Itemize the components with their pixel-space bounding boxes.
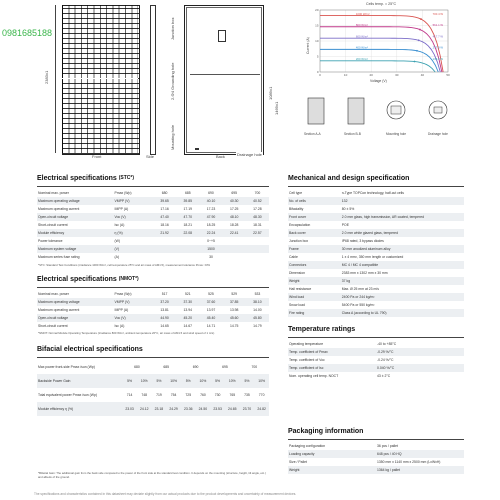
- chart-xlabel: Voltage (V): [370, 79, 387, 83]
- table-cell: 132: [341, 197, 464, 205]
- table-cell: 24.29: [166, 402, 181, 416]
- table-cell: 24.65: [225, 402, 240, 416]
- table-cell: 18.21: [183, 223, 193, 227]
- table-cell: 685: [184, 191, 191, 195]
- table-cell: (V): [114, 245, 153, 253]
- table-cell: 37.85: [223, 298, 246, 306]
- table-cell: Cell type: [289, 191, 303, 195]
- pack-table: [288, 442, 464, 474]
- table-row: [288, 466, 464, 474]
- table-cell: Voc (V): [114, 314, 153, 322]
- table-cell: [153, 253, 176, 261]
- side-label: Side: [146, 154, 155, 159]
- stc-title: Electrical specifications $^{(STC*)}$: [37, 175, 134, 182]
- table-cell: Maximum operating current: [38, 308, 80, 312]
- table-cell: Bifaciality: [289, 207, 304, 211]
- table-row: [288, 205, 464, 213]
- table-row: [288, 293, 464, 301]
- table-cell: Max power front-side Pmax /sun (Wp): [38, 365, 95, 369]
- table-cell: Power tolerance: [38, 239, 63, 243]
- table-cell: [176, 245, 199, 253]
- table-cell: 1 x 4 mm², 350 mm length or customized: [341, 255, 404, 259]
- table-cell: 17.19: [183, 207, 193, 211]
- mpp-point: [419, 29, 421, 31]
- table-cell: 735: [244, 393, 250, 397]
- table-cell: 39.85: [176, 197, 199, 205]
- watermark-phone: 0981685188: [2, 28, 53, 38]
- table-cell: 22.57: [246, 229, 269, 237]
- table-cell: 23.70: [240, 402, 255, 416]
- series-name-label: 200 W/m²: [355, 57, 368, 62]
- table-cell: 37.30: [176, 298, 199, 306]
- table-cell: No. of cells: [288, 197, 341, 205]
- iv-chart-plot: [312, 8, 452, 80]
- table-cell: [176, 253, 199, 261]
- table-cell: Nominal max. power: [38, 292, 69, 296]
- table-row: [288, 197, 464, 205]
- table-cell: 725: [185, 393, 192, 397]
- side-view: [150, 5, 156, 155]
- table-row: [37, 290, 269, 298]
- table-cell: 525: [208, 292, 214, 296]
- table-cell: 24.12: [137, 402, 152, 416]
- table-cell: IMPP (A): [114, 207, 129, 211]
- table-cell: 680: [134, 365, 140, 369]
- table-cell: 765: [229, 393, 236, 397]
- table-cell: 24.50: [196, 402, 211, 416]
- table-cell: 1500: [199, 245, 222, 253]
- table-cell: -0.29 %/°C: [376, 348, 464, 356]
- table-cell: Weight: [288, 466, 376, 474]
- table-cell: 2383 mm x 1302 mm x 30 mm: [341, 271, 388, 275]
- table-cell: Module efficiency: [37, 229, 114, 237]
- back-label: Back: [216, 154, 225, 159]
- table-cell: 30: [209, 255, 213, 259]
- table-cell: Connectors: [288, 261, 341, 269]
- table-cell: IMPP (A): [114, 308, 129, 312]
- series-power-label: 700.4 W: [432, 11, 444, 16]
- table-cell: 730: [214, 393, 221, 397]
- x-tick-label: 0: [319, 73, 321, 77]
- series-name-label: 800 W/m²: [355, 22, 368, 27]
- table-cell: 17.16: [160, 207, 169, 211]
- table-cell: 43 ± 2°C: [377, 374, 391, 378]
- table-cell: 23.36: [181, 402, 196, 416]
- table-cell: Encapsulation: [289, 223, 311, 227]
- table-cell: (A): [114, 255, 120, 259]
- table-cell: Operating temperature: [289, 342, 324, 346]
- table-cell: [153, 245, 176, 253]
- nmot-note: *NMOT: Normal Module Operating Temperature (irradiance 800 W/m², ambient temperature 20°C, air mass of AM1.5 and wind speed of 1 m/s): [38, 331, 215, 335]
- table-cell: Max. Ø 25 mm at 23 m/s: [341, 287, 379, 291]
- table-cell: 45.40: [199, 314, 222, 322]
- x-tick-label: 50: [446, 73, 450, 77]
- series-name-label: 600 W/m²: [355, 34, 368, 39]
- y-tick-label: 20: [315, 8, 319, 12]
- table-cell: -0.24 %/°C: [377, 358, 394, 362]
- table-cell: 37 kg: [341, 277, 464, 285]
- table-cell: 47.70: [176, 213, 199, 221]
- table-row: [288, 229, 464, 237]
- drainage-hole-caption: Drainage hole: [428, 132, 448, 136]
- table-cell: Isc (A): [114, 324, 125, 328]
- table-cell: 10%: [254, 374, 269, 388]
- table-cell: 80 ± 5%: [341, 207, 355, 211]
- table-cell: Front cover: [288, 213, 341, 221]
- table-cell: 5400 Pa or 550 kg/m²: [341, 303, 375, 307]
- table-cell: 0.040 %/°C: [376, 364, 464, 372]
- table-cell: Nominal max. power: [38, 191, 69, 195]
- table-row: [37, 306, 269, 314]
- table-row: [37, 205, 269, 213]
- table-row: [288, 442, 464, 450]
- table-cell: Cable: [289, 255, 298, 259]
- table-cell: 36 pcs / pallet: [377, 444, 398, 448]
- table-cell: Dimension: [289, 271, 306, 275]
- table-cell: [246, 237, 269, 245]
- table-cell: 700: [251, 365, 258, 369]
- mech-title: Mechanical and design specification: [288, 175, 410, 182]
- table-row: [37, 213, 269, 221]
- table-row: [288, 364, 464, 372]
- height-dimension: 2383±1: [44, 70, 49, 84]
- table-row: [288, 213, 464, 221]
- table-cell: Pmax (Wp): [114, 292, 132, 296]
- stc-note: *STC: Standard Test Conditions (irradiance 1000 W/m², cell temperature 25°C and air mass of AM1.5), measurement tolerance Pmax: ±3%: [38, 263, 211, 267]
- table-cell: Class A (according to UL 790): [341, 309, 464, 317]
- table-cell: 5%: [240, 374, 255, 388]
- pack-title: Packaging information: [288, 428, 364, 435]
- table-cell: Open-circuit voltage: [37, 314, 114, 322]
- table-cell: Junction box: [289, 239, 309, 243]
- table-cell: 39.65: [153, 197, 176, 205]
- table-row: [37, 298, 269, 306]
- table-cell: Packaging configuration: [289, 444, 326, 448]
- table-row: [288, 285, 464, 293]
- table-row: [37, 388, 269, 402]
- table-cell: 37.60: [199, 298, 222, 306]
- mpp-point: [418, 39, 420, 41]
- table-cell: 18.16: [160, 223, 169, 227]
- series-name-label: 400 W/m²: [355, 45, 368, 50]
- table-cell: Temp. coefficient of Isc: [288, 364, 376, 372]
- table-cell: 13.98: [229, 308, 239, 312]
- table-cell: Snow load: [289, 303, 305, 307]
- table-cell: Hail resistance: [289, 287, 312, 291]
- table-cell: 10%: [137, 374, 152, 388]
- table-cell: 23.18: [152, 402, 167, 416]
- table-cell: 648 pcs / 40 HQ: [376, 450, 464, 458]
- table-cell: Maximum system voltage: [37, 245, 114, 253]
- table-cell: 47.90: [199, 213, 222, 221]
- table-cell: 517: [161, 292, 168, 296]
- table-cell: Temp. coefficient of Voc: [289, 358, 325, 362]
- table-cell: 700: [254, 191, 261, 195]
- mpp-point: [416, 50, 418, 52]
- table-cell: Open-circuit voltage: [37, 213, 114, 221]
- table-cell: 40.52: [246, 197, 269, 205]
- table-cell: 37.20: [153, 298, 176, 306]
- table-cell: 760: [200, 393, 206, 397]
- table-cell: 5%: [122, 374, 137, 388]
- table-cell: η (%): [114, 229, 153, 237]
- table-cell: n-Type TOPCon technology, half-cut cells: [341, 191, 404, 195]
- x-tick-label: 30: [395, 73, 399, 77]
- table-cell: 40.10: [199, 197, 222, 205]
- table-cell: Back cover: [288, 229, 341, 237]
- series-line: [320, 61, 435, 72]
- y-tick-label: 10: [315, 39, 319, 43]
- table-cell: Wind load: [288, 293, 341, 301]
- section-a-label: Section A-A: [304, 132, 321, 136]
- table-cell: IP68 rated, 3 bypass diodes: [341, 239, 384, 243]
- nmot-table: [37, 290, 269, 330]
- table-cell: 5%: [210, 374, 225, 388]
- table-row: [288, 261, 464, 269]
- table-cell: Loading capacity: [288, 450, 376, 458]
- temp-title: Temperature ratings: [288, 326, 356, 333]
- table-row: [37, 314, 269, 322]
- table-cell: 13.81: [160, 308, 169, 312]
- section-b-label: Section B-B: [344, 132, 361, 136]
- mounting-hole-caption: Mounting hole: [386, 132, 407, 136]
- front-label: Front: [92, 154, 102, 159]
- table-cell: 45.60: [223, 314, 246, 322]
- temp-table: [288, 340, 464, 380]
- table-cell: 18.28: [229, 223, 239, 227]
- table-cell: 21.92: [153, 229, 176, 237]
- table-cell: Size / Pallet: [289, 460, 307, 464]
- table-cell: 17.25: [229, 207, 239, 211]
- table-cell: 690: [208, 191, 214, 195]
- table-cell: 1364 kg / pallet: [376, 466, 464, 474]
- table-cell: Maximum series fuse rating: [38, 255, 80, 259]
- table-row: [288, 458, 464, 466]
- table-cell: 748: [141, 393, 148, 397]
- table-row: [288, 301, 464, 309]
- table-cell: Frame: [288, 245, 341, 253]
- bifacial-title: Bifacial electrical specifications: [37, 346, 143, 353]
- table-cell: [223, 237, 246, 245]
- drainage-hole-label: Drainage hole: [237, 152, 262, 157]
- table-cell: Maximum operating voltage: [37, 197, 114, 205]
- table-cell: 533: [254, 292, 261, 296]
- y-tick-label: 15: [315, 23, 319, 28]
- table-row: [288, 356, 464, 364]
- table-cell: 2.0 mm glass, high transmission, AR coated, tempered: [341, 213, 464, 221]
- table-cell: 18.31: [253, 223, 262, 227]
- x-tick-label: 40: [420, 73, 425, 77]
- table-cell: Module efficiency η (%): [37, 402, 122, 416]
- series-power-label: 561.1 W: [432, 22, 444, 27]
- chart-ylabel: Current (A): [306, 37, 310, 54]
- table-cell: 685: [163, 365, 170, 369]
- table-cell: Maximum operating voltage: [37, 298, 114, 306]
- table-row: [37, 229, 269, 237]
- table-cell: 45.20: [176, 314, 199, 322]
- table-row: [37, 322, 269, 330]
- series-power-label: 277.9 W: [432, 45, 444, 50]
- table-cell: 24.82: [254, 402, 269, 416]
- table-row: [37, 253, 269, 261]
- table-cell: -40 to +85°C: [377, 342, 397, 346]
- table-row: [288, 245, 464, 253]
- table-cell: Backside Power Gain: [37, 374, 122, 388]
- table-row: [37, 237, 269, 245]
- table-cell: 529: [231, 292, 238, 296]
- table-cell: 14.79: [253, 324, 262, 328]
- table-cell: Nom. operating cell temp. NOCT: [289, 374, 339, 378]
- table-row: [37, 360, 269, 374]
- table-cell: VMPP (V): [114, 298, 153, 306]
- junction-box-icon: [218, 30, 226, 42]
- mpp-point: [414, 61, 416, 63]
- table-row: [288, 277, 464, 285]
- table-cell: 48.10: [223, 213, 246, 221]
- x-tick-label: 10: [343, 73, 348, 77]
- table-cell: 14.75: [229, 324, 239, 328]
- y-tick-label: 0: [316, 70, 319, 74]
- table-row: [37, 189, 269, 197]
- table-cell: [176, 237, 199, 245]
- table-row: [37, 402, 269, 416]
- junction-box-label: Junction box: [170, 17, 175, 40]
- stc-table: [37, 189, 269, 261]
- table-cell: Pmax (Wp): [114, 191, 132, 195]
- table-cell: 770: [258, 393, 265, 397]
- table-row: [37, 221, 269, 229]
- table-cell: [223, 245, 246, 253]
- table-row: [288, 340, 464, 348]
- table-cell: Temp. coefficient of Pmax: [288, 348, 376, 356]
- table-cell: 690: [192, 365, 199, 369]
- footer-disclaimer: The specifications and characteristics contained in this datasheet may deviate slightly from our actual products due to the product developments and uncertainty of measurement devices.: [34, 492, 297, 496]
- series-name-label: 1000 W/m²: [355, 11, 370, 16]
- table-cell: 5%: [152, 374, 167, 388]
- bifacial-table: [37, 360, 269, 416]
- table-cell: 47.40: [153, 213, 176, 221]
- table-cell: 13.97: [206, 308, 216, 312]
- mount-dim-2: 1469±1: [274, 101, 279, 115]
- table-row: [288, 269, 464, 277]
- table-row: [288, 348, 464, 356]
- table-cell: 44.90: [153, 314, 176, 322]
- table-row: [288, 237, 464, 245]
- table-cell: 10%: [196, 374, 211, 388]
- table-cell: VMPP (V): [114, 197, 153, 205]
- table-row: [288, 221, 464, 229]
- table-cell: POE: [341, 223, 349, 227]
- table-row: [288, 309, 464, 317]
- table-cell: 0~+5: [207, 239, 215, 243]
- table-cell: 680: [161, 191, 168, 195]
- series-power-label: 136.0 W: [432, 57, 444, 62]
- table-cell: 22.24: [199, 229, 222, 237]
- table-cell: Short-circuit current: [38, 223, 68, 227]
- table-cell: [246, 245, 269, 253]
- table-cell: 695: [231, 191, 238, 195]
- table-cell: 48.30: [246, 213, 269, 221]
- table-cell: 754: [170, 393, 177, 397]
- nmot-title: Electrical specifications $^{(NMOT*)}$: [37, 276, 139, 283]
- table-cell: 23.53: [210, 402, 225, 416]
- table-cell: 719: [156, 393, 162, 397]
- table-cell: Fire rating: [288, 309, 341, 317]
- table-cell: 10%: [166, 374, 181, 388]
- table-cell: Short-circuit current: [38, 324, 68, 328]
- table-cell: 2.0 mm white glazed glass, tempered: [341, 229, 464, 237]
- table-cell: [246, 253, 269, 261]
- table-cell: 14.00: [253, 308, 262, 312]
- table-cell: 23.03: [122, 402, 137, 416]
- table-cell: 17.28: [253, 207, 262, 211]
- table-cell: 2400 Pa or 244 kg/m²: [341, 293, 464, 301]
- table-cell: 22.08: [176, 229, 199, 237]
- table-cell: (W): [114, 239, 121, 243]
- table-row: [37, 374, 269, 388]
- table-cell: 17.23: [206, 207, 216, 211]
- table-cell: 695: [222, 365, 228, 369]
- series-power-label: 417.7 W: [432, 34, 444, 39]
- table-row: [288, 450, 464, 458]
- table-cell: Maximum operating current: [38, 207, 80, 211]
- table-cell: 38.10: [246, 298, 269, 306]
- table-row: [288, 253, 464, 261]
- mount-dim-1: 1089±1: [268, 86, 273, 100]
- table-cell: 10%: [225, 374, 240, 388]
- table-cell: 1350 mm x 1140 mm x 2500 mm (LxWxH): [377, 460, 441, 464]
- table-row: [288, 189, 464, 197]
- table-cell: 18.25: [206, 223, 216, 227]
- table-row: [288, 372, 464, 380]
- table-cell: 40.30: [223, 197, 246, 205]
- chart-title: Cells temp. = 25°C: [366, 2, 397, 6]
- table-cell: Voc (V): [114, 213, 153, 221]
- table-cell: 45.80: [246, 314, 269, 322]
- mpp-point: [420, 18, 422, 20]
- table-cell: [223, 253, 246, 261]
- table-cell: 22.41: [223, 229, 246, 237]
- table-row: [37, 197, 269, 205]
- grounding-hole-label: 2-Φ4 Grounding hole: [170, 62, 175, 100]
- table-cell: Weight: [288, 277, 341, 285]
- mech-table: [288, 189, 464, 317]
- table-cell: MC 4 / MC 4 compatible: [341, 261, 464, 269]
- table-cell: 14.71: [206, 324, 216, 328]
- y-tick-label: 5: [316, 54, 319, 59]
- table-cell: 714: [126, 393, 133, 397]
- table-cell: 14.65: [160, 324, 169, 328]
- table-cell: [153, 237, 176, 245]
- table-cell: 13.94: [183, 308, 193, 312]
- table-cell: Total equivalent power Pmax /sun (Wp): [38, 393, 97, 397]
- table-cell: Isc (A): [114, 223, 125, 227]
- table-cell: 521: [184, 292, 191, 296]
- mounting-hole-label: Mounting hole: [170, 124, 175, 150]
- table-row: [37, 245, 269, 253]
- drainage-hole-icon: [195, 148, 199, 150]
- table-cell: 5%: [181, 374, 196, 388]
- table-cell: 14.67: [183, 324, 193, 328]
- x-tick-label: 20: [369, 73, 373, 77]
- table-cell: 30 mm anodized aluminum alloy: [341, 245, 464, 253]
- bifacial-note: *Bifacial Gain: The additional gain from the back side compared to the power of the front side at the standard test condition. It depends on the mounting (structure, height, tilt angle, etc.) and albedo of the ground.: [38, 471, 266, 479]
